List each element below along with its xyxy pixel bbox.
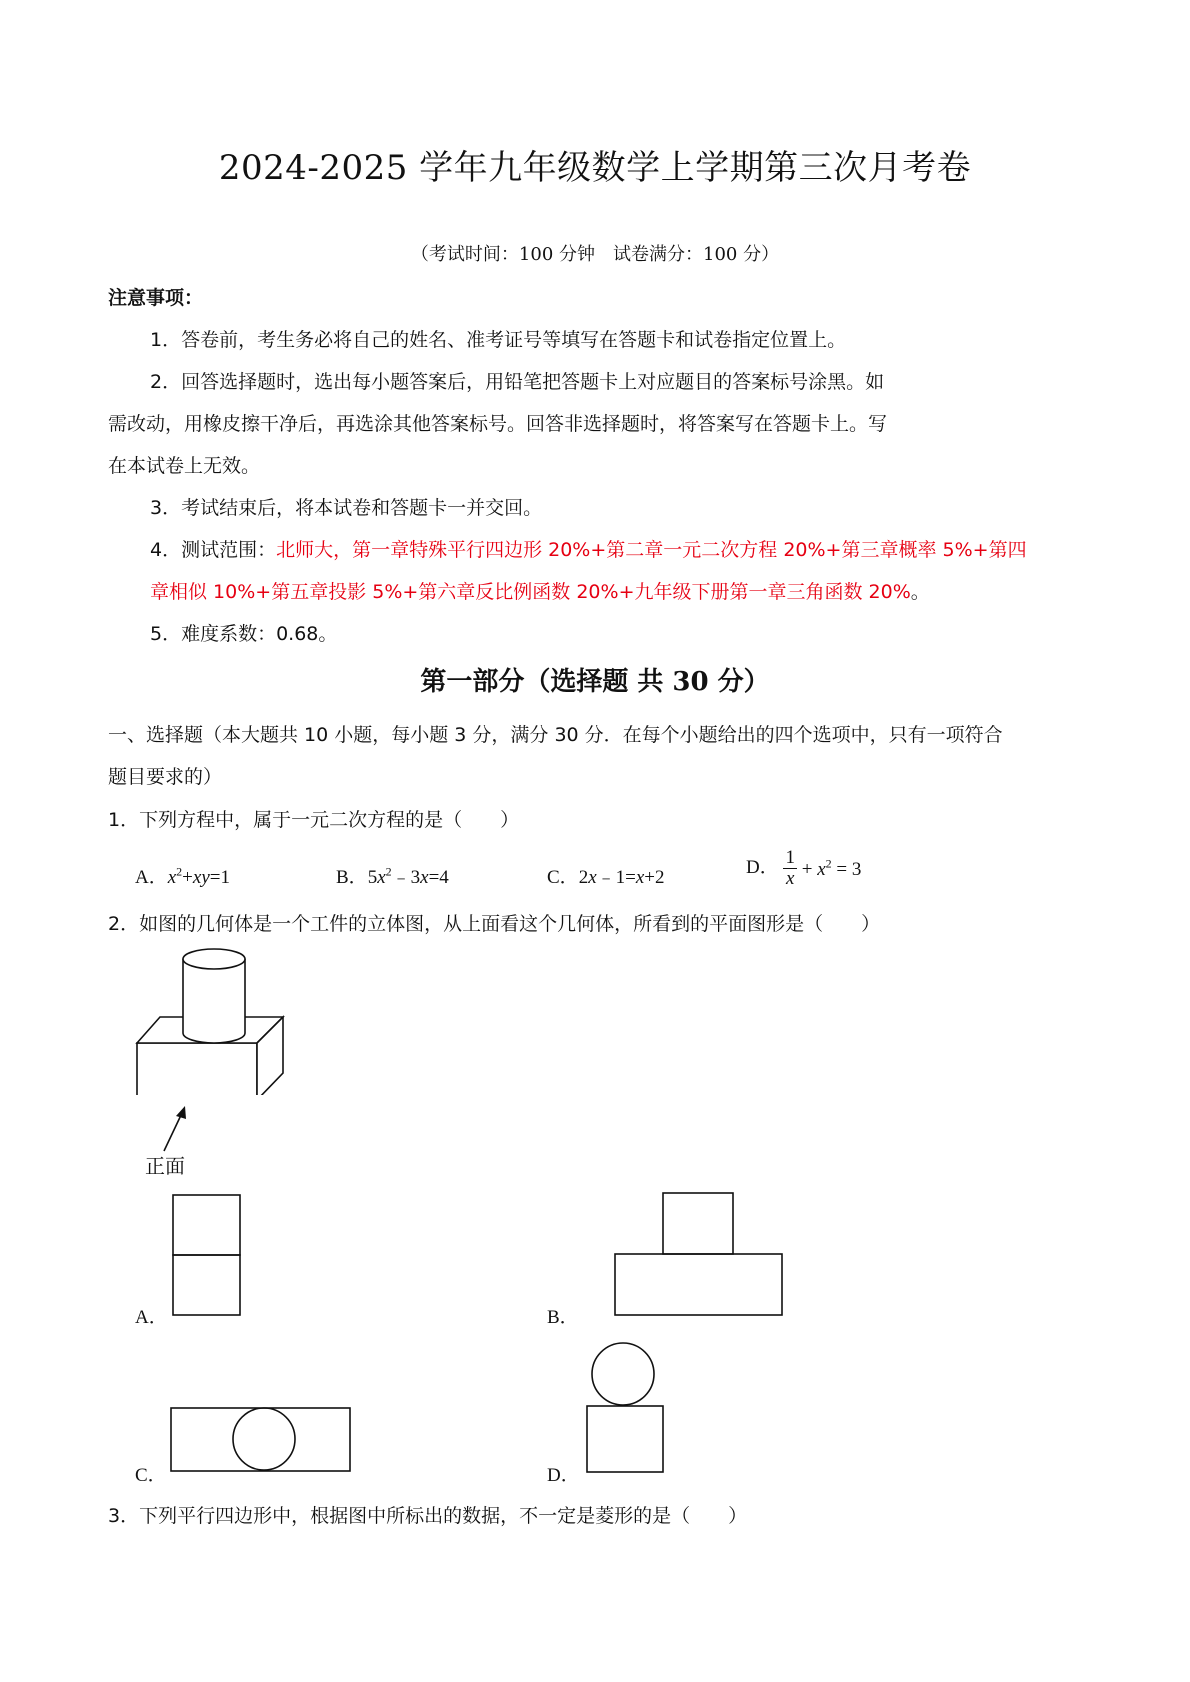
q2-solid-figure <box>120 945 300 1095</box>
q1-option-a-tail: =1 <box>209 867 230 888</box>
q2-option-d-label: D． <box>547 1465 580 1486</box>
question-1-stem: 1．下列方程中，属于一元二次方程的是（ ） <box>108 809 520 831</box>
front-view-label: 正面 <box>145 1154 185 1178</box>
notice-item-2-line-2: 需改动，用橡皮擦干净后，再选涂其他答案标号。回答非选择题时，将答案写在答题卡上。写 <box>108 413 888 435</box>
q1-option-a-label: A． <box>135 867 168 888</box>
test-scope-text-2: 章相似 10%+第五章投影 5%+第六章反比例函数 20%+九年级下册第一章三角函数 20% <box>150 581 911 603</box>
page-title: 2024-2025 学年九年级数学上学期第三次月考卷 <box>218 148 972 188</box>
q1-option-d-label: D． <box>746 856 779 878</box>
exam-info: （考试时间：100 分钟 试卷满分：100 分） <box>410 244 780 265</box>
q1-option-c-label: C． <box>547 867 579 888</box>
test-scope-text: 北师大，第一章特殊平行四边形 20%+第二章一元二次方程 20%+第三章概率 5%+第四 <box>276 539 1027 561</box>
q1-option-b-tail: =4 <box>428 867 449 888</box>
q1-option-a: A．$x^2+xy=1$ <box>135 864 230 888</box>
front-arrow-icon <box>160 1105 190 1155</box>
fraction-numerator: 1 <box>785 847 795 868</box>
q1-option-d-tail: = 3 <box>831 858 862 880</box>
notice-item-2-line-3: 在本试卷上无效。 <box>108 455 261 477</box>
part-one-title: 第一部分（选择题 共 30 分） <box>420 667 770 697</box>
q1-option-d-fraction: $\frac{1}{x}$ <box>785 847 795 889</box>
q2-option-c-label: C． <box>135 1465 167 1486</box>
question-3-stem: 3．下列平行四边形中，根据图中所标出的数据，不一定是菱形的是（ ） <box>108 1505 748 1527</box>
q1-option-b: B．$5x^2﹣3x=4$ <box>336 864 449 888</box>
notice-item-4-line-2 <box>150 577 930 604</box>
question-2-stem: 2．如图的几何体是一个工件的立体图，从上面看这个几何体，所看到的平面图形是（ ） <box>108 913 881 935</box>
notice-item-4-line-1 <box>150 535 1027 562</box>
notice-item-4-end: 。 <box>910 581 930 603</box>
q2-option-c-figure <box>169 1406 353 1476</box>
q1-option-b-label: B． <box>336 867 368 888</box>
section-heading-line-2: 题目要求的） <box>108 766 223 788</box>
section-heading-line-1: 一、选择题（本大题共 10 小题，每小题 3 分，满分 30 分．在每个小题给出的四个选项中，只有一项符合 <box>108 724 1003 746</box>
q1-option-b-mid: ﹣3 <box>391 867 421 888</box>
notice-item-2-line-1: 2．回答选择题时，选出每小题答案后，用铅笔把答题卡上对应题目的答案标号涂黑。如 <box>150 371 885 393</box>
q2-option-b-figure <box>613 1191 785 1319</box>
notice-heading: 注意事项： <box>108 287 204 309</box>
q2-option-a-label: A． <box>135 1307 168 1328</box>
notice-item-4-prefix: 4．测试范围： <box>150 539 277 561</box>
notice-item-1: 1．答卷前，考生务必将自己的姓名、准考证号等填写在答题卡和试卷指定位置上。 <box>150 329 847 351</box>
q1-option-c: C．2x﹣1=x+2 <box>547 867 665 888</box>
q1-option-d: D． $\frac{1}{x}$ + $x^2 = 3$ <box>746 847 862 889</box>
q1-option-c-tail: +2 <box>644 867 665 888</box>
notice-item-5: 5．难度系数：0.68。 <box>150 623 338 645</box>
q2-option-d-figure <box>583 1341 669 1476</box>
q1-option-c-mid: ﹣1= <box>596 867 636 888</box>
q2-option-a-figure <box>171 1193 245 1319</box>
notice-item-3: 3．考试结束后，将本试卷和答题卡一并交回。 <box>150 497 543 519</box>
q2-option-b-label: B． <box>547 1307 579 1328</box>
